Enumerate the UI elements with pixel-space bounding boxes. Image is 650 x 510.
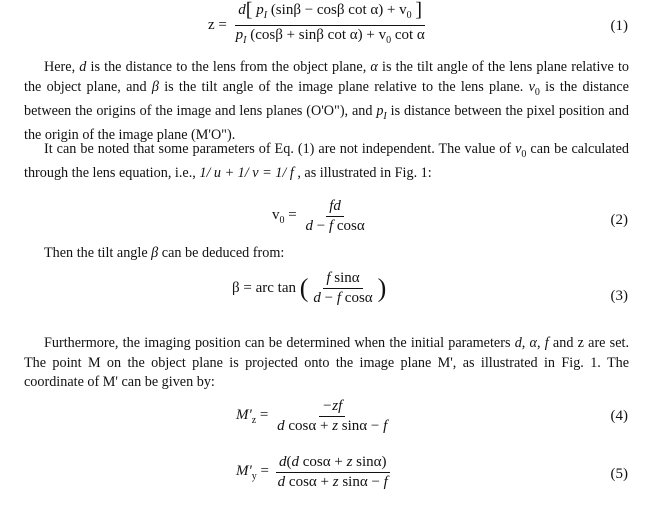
- eq2-numerator: fd: [326, 198, 344, 217]
- eq5-denominator: d cosα + z sinα − f: [277, 474, 388, 490]
- eq1-numerator: d[ $p_I$ (sinβ − cosβ $\cot \alpha) + v_0$ ]: [235, 2, 425, 26]
- eq5-fraction: [275, 454, 391, 491]
- eq5-lhs: $M'_y$ =: [236, 463, 269, 482]
- eq3-number: (3): [610, 288, 628, 304]
- eq1-denominator: $p_I$ (cosβ + sinβ $\cot \alpha) + v_0$ cot α: [235, 27, 425, 46]
- eq2-lhs: $v_0$ =: [272, 207, 297, 226]
- eq3-denominator: d − f cosα: [313, 290, 373, 306]
- eq5-numerator: d(d cosα + z sinα): [276, 454, 390, 473]
- eq3-right-paren: ): [377, 273, 387, 303]
- eq3-left-paren: (: [299, 273, 309, 303]
- eq3-lhs: β = arc tan: [232, 280, 296, 296]
- eq4-fraction: [274, 398, 390, 435]
- eq1-fraction: [233, 2, 428, 49]
- eq5-number: (5): [610, 466, 628, 482]
- eq2-denominator: d − f cosα: [305, 218, 365, 234]
- eq1-number: (1): [610, 18, 628, 34]
- paragraph-2: It can be noted that some parameters of Eq. (1) are not independent. The value of $v_0$ can be calculated through the lens equation, i.e., 1/ u + 1/ v = 1/ f , as illustrated in Fig. 1:: [24, 141, 630, 182]
- eq4-numerator: −zf: [319, 398, 345, 417]
- paragraph-4: Furthermore, the imaging position can be determined when the initial parameters d, α, f and z are set. The point M on the object plane is projected onto the image plane M', as illustrated in Fig. 1. The coordinate of M' can be given by:: [24, 335, 629, 390]
- paragraph-3: Then the tilt angle β can be deduced from:: [44, 245, 285, 261]
- eq2-number: (2): [610, 212, 628, 228]
- eq3-fraction: [310, 270, 375, 307]
- eq4-number: (4): [610, 408, 628, 424]
- eq3-numerator: f sinα: [323, 270, 362, 289]
- paragraph-1: Here, d is the distance to the lens from the object plane, α is the tilt angle of the lens plane relative to the object plane, and β is the tilt angle of the image plane relative to the lens plane. $v_0$ is the distance between the origins of the image and lens planes (O'O"), and $p_I$ is distance between the pixel position and the origin of the image plane (M'O").: [24, 59, 629, 144]
- eq4-denominator: d cosα + z sinα − f: [277, 418, 388, 434]
- eq2-fraction: [302, 198, 367, 235]
- eq4-lhs: $M'_z$ =: [236, 407, 269, 426]
- eq1-lhs: z =: [208, 17, 227, 33]
